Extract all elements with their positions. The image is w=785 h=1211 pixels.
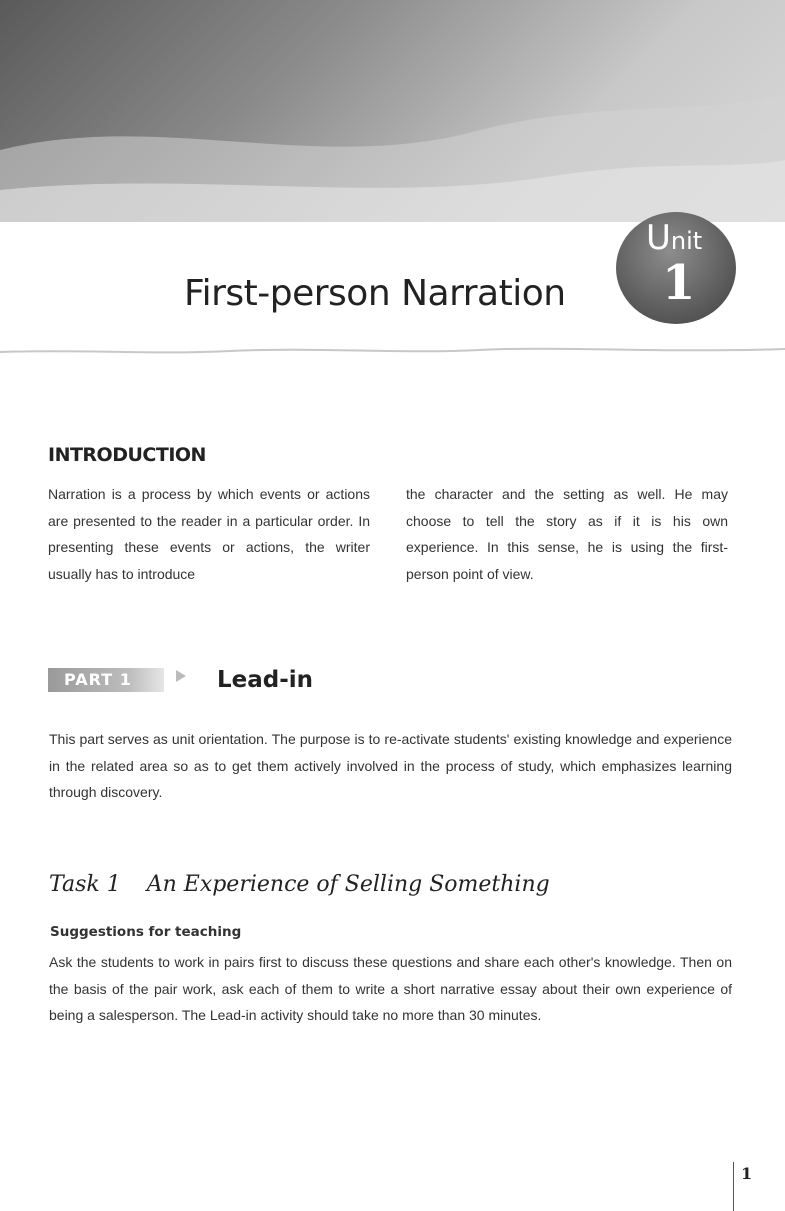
suggestions-heading: Suggestions for teaching — [50, 924, 242, 940]
part-title: Lead-in — [217, 667, 314, 693]
unit-number: 1 — [662, 255, 696, 311]
introduction-text-right: the character and the setting as well. He may choose to tell the story as if it is his own experience. In this sense, he is using the first-person point of view. — [406, 486, 728, 582]
introduction-heading: INTRODUCTION — [48, 444, 206, 466]
task-title — [49, 868, 550, 902]
header-wave-decoration — [0, 0, 785, 222]
suggestions-text: Ask the students to work in pairs first to discuss these questions and share each other's knowledge. Then on the basis of the pair work, ask each of them to write a short narrative essay about their own experience of being a salesperson. The Lead-in activity should take no more than 30 minutes. — [49, 954, 732, 1023]
page-number: 1 — [741, 1164, 753, 1183]
torn-divider — [0, 340, 785, 360]
unit-badge — [616, 212, 736, 324]
part-tag: PART 1 — [48, 668, 164, 692]
part-arrow-icon — [176, 670, 186, 682]
task-name: An Experience of Selling Something — [146, 872, 550, 897]
introduction-text-left: Narration is a process by which events or actions are presented to the reader in a particular order. In presenting these events or actions, the writer usually has to introduce — [48, 486, 370, 582]
part-description: This part serves as unit orientation. The purpose is to re-activate students' existing knowledge and experience in the related area so as to get them actively involved in the process of study, which emphasizes learning through discovery. — [49, 731, 732, 800]
page-number-rule — [733, 1162, 734, 1211]
page-title: First-person Narration — [184, 273, 566, 314]
unit-word: Unit — [646, 218, 703, 258]
task-label: Task 1 — [49, 872, 121, 897]
